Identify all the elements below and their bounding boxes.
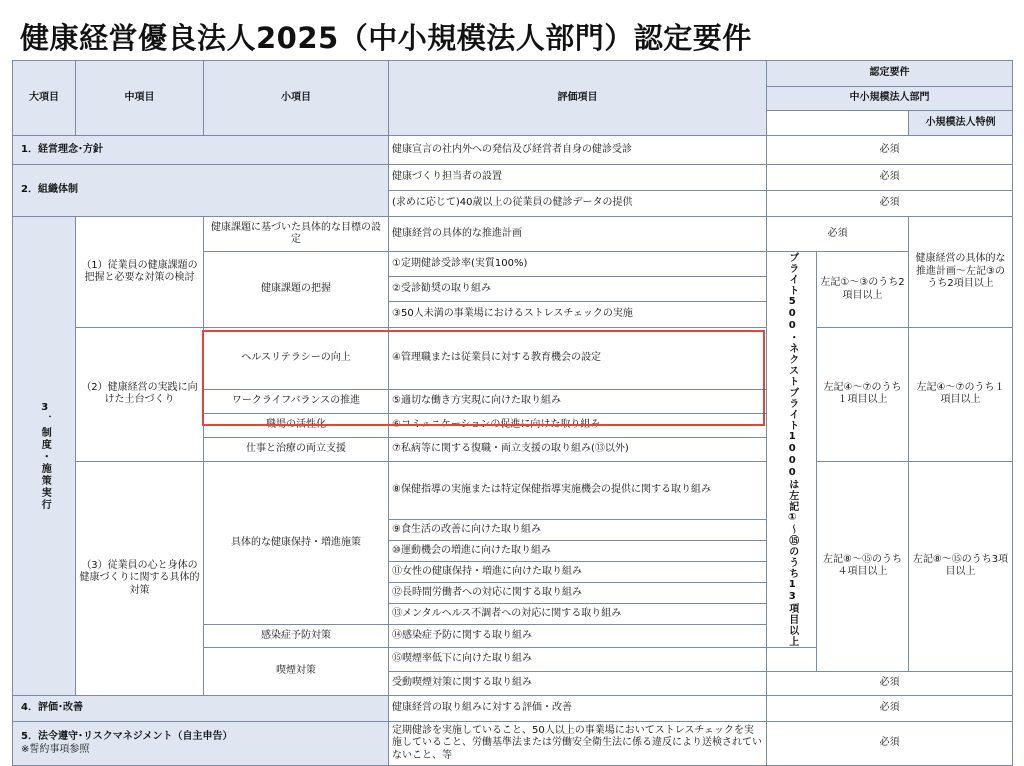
header-cert: 認定要件 <box>767 61 1013 87</box>
small-item: 健康課題の把握 <box>204 252 389 328</box>
small-item: ヘルスリテラシーの向上 <box>204 328 389 390</box>
section-2-label: 2．組織体制 <box>13 165 389 217</box>
small-item: 感染症予防対策 <box>204 625 389 648</box>
section-1-label: 1．経営理念･方針 <box>13 136 389 165</box>
req-cell: 必須 <box>767 672 1013 696</box>
req-cell: 必須 <box>767 696 1013 722</box>
eval-item: ⑬メンタルヘルス不調者への対応に関する取り組み <box>389 604 767 625</box>
eval-item: 健康づくり担当者の設置 <box>389 165 767 191</box>
req-cell: 必須 <box>767 165 1013 191</box>
special-req-cell: 左記④～⑦のうち１項目以上 <box>909 328 1013 462</box>
eval-item: ⑦私病等に関する復職・両立支援の取り組み(⑬以外) <box>389 437 767 461</box>
header-blank <box>767 111 909 136</box>
header-major: 大項目 <box>13 61 76 136</box>
eval-item: 健康経営の取り組みに対する評価・改善 <box>389 696 767 722</box>
section-4-label: 4．評価･改善 <box>13 696 389 722</box>
eval-item: ⑩運動機会の増進に向けた取り組み <box>389 541 767 562</box>
req-cell: 必須 <box>767 722 1013 766</box>
eval-item: ⑨食生活の改善に向けた取り組み <box>389 520 767 541</box>
req-cell: 左記⑧～⑮のうち４項目以上 <box>817 461 909 672</box>
page-title: 健康経営優良法人2025（中小規模法人部門）認定要件 <box>20 21 752 55</box>
header-minor: 小項目 <box>204 61 389 136</box>
eval-item: 健康経営の具体的な推進計画 <box>389 217 767 252</box>
header-middle: 中項目 <box>76 61 204 136</box>
req-cell: 必須 <box>767 217 909 252</box>
eval-item: ⑮喫煙率低下に向けた取り組み <box>389 648 767 672</box>
eval-item: 定期健診を実施していること、50人以上の事業場においてストレスチェックを実施していること、労働基準法または労働安全衛生法に係る違反により送検されていないこと、等 <box>389 722 767 766</box>
bright-req-cell: ブライト500・ネクストブライト1000は左記①～⑮のうち13項目以上 <box>767 252 817 648</box>
small-item: 喫煙対策 <box>204 648 389 696</box>
req-cell: 左記④～⑦のうち１項目以上 <box>817 328 909 462</box>
section-3-label: 3．制度・施策実行 <box>13 217 76 696</box>
eval-item: ⑫長時間労働者への対応に関する取り組み <box>389 583 767 604</box>
eval-item: ①定期健診受診率(実質100%) <box>389 252 767 277</box>
section-5-cell <box>13 722 389 766</box>
small-item: 仕事と治療の両立支援 <box>204 437 389 461</box>
small-item: 健康課題に基づいた具体的な目標の設定 <box>204 217 389 252</box>
mid-item-1: （1）従業員の健康課題の把握と必要な対策の検討 <box>76 217 204 328</box>
small-item: 具体的な健康保持・増進施策 <box>204 461 389 625</box>
header-dept: 中小規模法人部門 <box>767 87 1013 111</box>
small-item: ワークライフバランスの推進 <box>204 389 389 413</box>
eval-item: ③50人未満の事業場におけるストレスチェックの実施 <box>389 302 767 328</box>
eval-item: 健康宣言の社内外への発信及び経営者自身の健診受診 <box>389 136 767 165</box>
req-cell: 左記①～③のうち2項目以上 <box>817 252 909 328</box>
requirements-table <box>12 60 1013 766</box>
header-eval: 評価項目 <box>389 61 767 136</box>
eval-item: ⑪女性の健康保持・増進に向けた取り組み <box>389 562 767 583</box>
small-item: 職場の活性化 <box>204 413 389 437</box>
special-req-cell: 健康経営の具体的な推進計画～左記③のうち2項目以上 <box>909 217 1013 328</box>
eval-item: ⑧保健指導の実施または特定保健指導実施機会の提供に関する取り組み <box>389 461 767 520</box>
eval-item: ②受診勧奨の取り組み <box>389 277 767 302</box>
special-req-cell: 左記⑧～⑮のうち3項目以上 <box>909 461 1013 672</box>
req-cell: 必須 <box>767 191 1013 217</box>
section-5-note: ※誓約事項参照 <box>21 743 90 755</box>
header-special: 小規模法人特例 <box>909 111 1013 136</box>
eval-item: 受動喫煙対策に関する取り組み <box>389 672 767 696</box>
mid-item-3: （3）従業員の心と身体の健康づくりに関する具体的対策 <box>76 461 204 696</box>
section-5-label: 5．法令遵守･リスクマネジメント（自主申告） <box>21 731 233 742</box>
eval-item: ⑤適切な働き方実現に向けた取り組み <box>389 389 767 413</box>
eval-item: ⑭感染症予防に関する取り組み <box>389 625 767 648</box>
mid-item-2: （2）健康経営の実践に向けた土台づくり <box>76 328 204 462</box>
eval-item: (求めに応じて)40歳以上の従業員の健診データの提供 <box>389 191 767 217</box>
req-cell: 必須 <box>767 136 1013 165</box>
eval-item: ⑥コミュニケーションの促進に向けた取り組み <box>389 413 767 437</box>
eval-item: ④管理職または従業員に対する教育機会の設定 <box>389 328 767 390</box>
